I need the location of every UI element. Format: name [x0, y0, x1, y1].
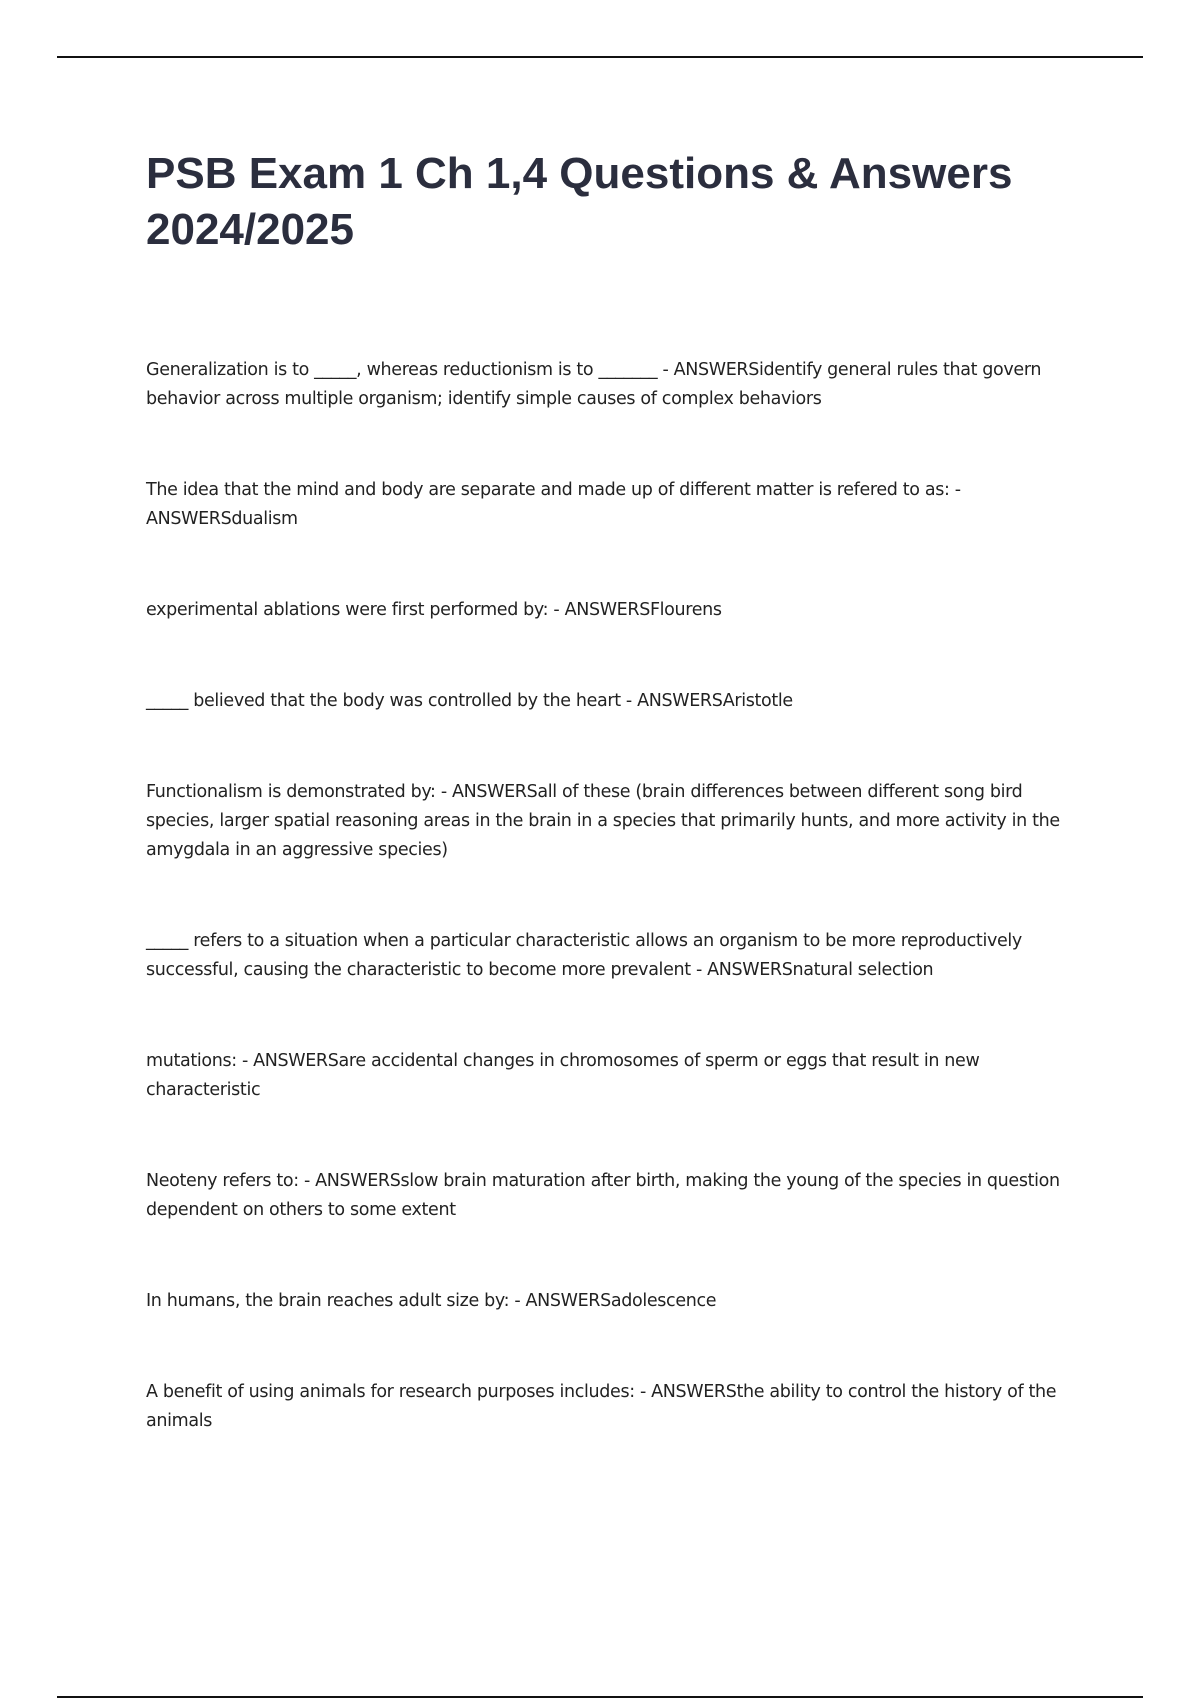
qa-item-10: A benefit of using animals for research purposes includes: - ANSWERSthe ability to control the history of the animals	[146, 1382, 1057, 1431]
document-body	[146, 146, 1086, 1498]
qa-item-4: _____ believed that the body was controlled by the heart - ANSWERSAristotle	[146, 691, 793, 711]
bottom-divider	[57, 1696, 1143, 1698]
qa-item-2: The idea that the mind and body are separate and made up of different matter is refered to as: - ANSWERSdualism	[146, 480, 961, 529]
qa-item-6: _____ refers to a situation when a particular characteristic allows an organism to be more reproductively successful, causing the characteristic to become more prevalent - ANSWERSnatural selection	[146, 931, 1022, 980]
document-title: PSB Exam 1 Ch 1,4 Questions & Answers 2024/2025	[146, 149, 1013, 254]
qa-item-5: Functionalism is demonstrated by: - ANSWERSall of these (brain differences between different song bird species, larger spatial reasoning areas in the brain in a species that primarily hunts, and more activity in the amygdala in an aggressive species)	[146, 782, 1060, 860]
qa-item-8: Neoteny refers to: - ANSWERSslow brain maturation after birth, making the young of the species in question dependent on others to some extent	[146, 1171, 1060, 1220]
qa-item-9: In humans, the brain reaches adult size by: - ANSWERSadolescence	[146, 1291, 717, 1311]
qa-item-1: Generalization is to _____, whereas reductionism is to _______ - ANSWERSidentify general rules that govern behavior across multiple organism; identify simple causes of complex behaviors	[146, 360, 1042, 409]
top-divider	[57, 56, 1143, 58]
qa-list	[146, 356, 1086, 1436]
qa-item-7: mutations: - ANSWERSare accidental changes in chromosomes of sperm or eggs that result in new characteristic	[146, 1051, 980, 1100]
qa-item-3: experimental ablations were first performed by: - ANSWERSFlourens	[146, 600, 722, 620]
